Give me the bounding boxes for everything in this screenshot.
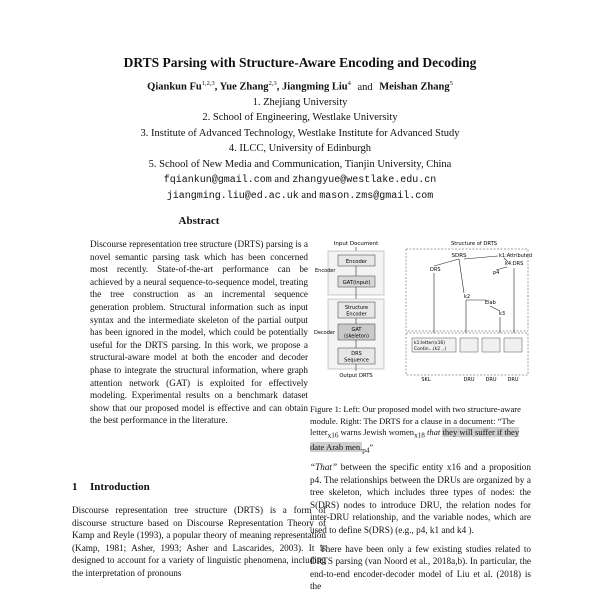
fig-structure-text-1: Structure <box>344 305 369 311</box>
email-line <box>0 172 600 188</box>
paragraph-italic: “That” <box>310 462 338 472</box>
author-name: Qiankun Fu <box>147 81 202 93</box>
fig-node-p4: p4 <box>493 270 500 276</box>
email-and: and <box>301 190 317 202</box>
affiliation-line: 5. School of New Media and Communication, Tianjin University, China <box>148 158 452 170</box>
fig-bottom-label: DRU <box>463 377 475 383</box>
abstract-text: Discourse representation tree structure (DRTS) parsing is a novel semantic parsing task which has been concerned most recently. State-of-the-art performance can be achieved by a neural sequence-to-sequence model, treating the tree construction as an incremental sequence generation problem. Structural information such as input syntax and the intermediate skeleton of the partial output has been ignored in the model, which could be potentially useful for the DRTS parsing. In this work, we propose a structural-aware model at both the encoder and decoder phase to integrate the structural information, where graph attention network (GAT) is exploited for effectively modeling. Experimental results on a benchmark dataset show that our proposed model is effective and can obtain the best performance in the literature. <box>90 239 308 426</box>
fig-node-k3: k3 <box>499 311 506 317</box>
caption-text: warns Jewish women <box>338 427 415 437</box>
fig-tree-edges <box>434 256 514 333</box>
fig-dru-line-2: Contin...(k2 ..) <box>414 347 447 352</box>
email-and: and <box>274 174 290 186</box>
affiliation-block <box>0 95 600 205</box>
author-name: Yue Zhang <box>219 81 269 93</box>
email-line <box>0 188 600 204</box>
author-list: Qiankun Fu$^{1,2,3}$, Yue Zhang$^{2,3}$, Jiangming Liu$^4$ and Meishan Zhang$^5$ <box>147 80 453 93</box>
figure-caption <box>310 404 530 457</box>
affiliation-line: 1. Zhejiang University <box>252 97 348 108</box>
fig-drs-sequence-text-2: Sequence <box>344 357 369 364</box>
right-column-text <box>310 461 531 599</box>
caption-highlight: they will suffer if they date Arab men. <box>310 427 520 453</box>
author-email[interactable]: zhangyue@westlake.edu.cn <box>292 175 437 187</box>
fig-right-title: Structure of DRTS <box>450 241 498 247</box>
caption-sub: p4 <box>362 446 370 455</box>
section-title: Introduction <box>90 481 150 493</box>
author-email[interactable]: mason.zms@gmail.com <box>319 191 434 203</box>
section-number: 1 <box>72 481 78 493</box>
section-heading <box>72 481 150 493</box>
fig-encoder-text: Encoder <box>345 259 368 265</box>
fig-node-k2: k2 <box>464 294 471 300</box>
fig-node-sdrs: SDRS <box>451 253 467 259</box>
fig-dru-line-1: k1:letter(x16) <box>414 341 446 346</box>
fig-bottom-label: DRU <box>485 377 497 383</box>
fig-gat-input-text: GAT(input) <box>342 280 371 286</box>
affiliation-line: 4. ILCC, University of Edinburgh <box>228 143 372 155</box>
fig-gat-skeleton-text-2: (skeleton) <box>344 333 369 340</box>
fig-bottom-label: DRU <box>507 377 519 383</box>
fig-input-label: Input Document <box>333 241 379 247</box>
affiliation-line: 3. Institute of Advanced Technology, Westlake Institute for Advanced Study <box>140 127 460 139</box>
fig-dru-box <box>482 338 500 352</box>
fig-decoder-side-label: Decoder <box>314 330 336 336</box>
caption-italic: that <box>424 427 441 437</box>
fig-bottom-label: SKL <box>421 377 431 383</box>
author-name: Jiangming Liu <box>281 81 348 93</box>
abstract-heading: Abstract <box>178 215 220 227</box>
fig-dru-box <box>460 338 478 352</box>
fig-node-drs: DRS <box>430 267 441 273</box>
author-affil-sup: 2,3 <box>268 80 277 87</box>
fig-drs-sequence-text-1: DRS <box>351 351 362 357</box>
caption-text: ” <box>369 442 374 453</box>
fig-node-elab: Elab <box>485 300 496 306</box>
author-email[interactable]: jiangming.liu@ed.ac.uk <box>166 191 299 203</box>
fig-gat-skeleton-text-1: GAT <box>351 327 362 333</box>
author-affil-sup: 4 <box>347 80 351 87</box>
fig-dru-box <box>504 338 522 352</box>
paragraph <box>310 461 531 537</box>
author-name: Meishan Zhang <box>379 81 450 93</box>
author-and: and <box>357 81 373 93</box>
fig-output-label: Output DRTS <box>339 373 373 379</box>
fig-structure-text-2: Encoder <box>346 311 367 318</box>
fig-node-k4: k4:DRS <box>505 261 524 267</box>
caption-sub: x18 <box>414 431 425 440</box>
fig-encoder-side-label: Encoder <box>315 268 336 274</box>
intro-text: Discourse representation tree structure (DRTS) is a form of discourse structure based on Discourse Representation Theory of Kamp and Reyle (1993), a popular theory of meaning representation (Kamp, 1981; Asher, 1993; Asher and Lascarides, 2003). It is designed to account for a variety of linguistic phenomena, including the interpretation of pronouns <box>72 505 326 578</box>
caption-text: Figure 1: Left: Our proposed model with two structure-aware module. Right: The DRTS for a clause in a document: “The letter <box>310 404 521 437</box>
author-affil-sup: 5 <box>449 80 453 87</box>
paragraph: There have been only a few existing studies related to DRTS parsing (van Noord et al., 2018a,b). In particular, the end-to-end encoder-decoder model of Liu et al. (2018) is the <box>310 543 531 592</box>
paper-title: DRTS Parsing with Structure-Aware Encoding and Decoding <box>123 55 477 70</box>
caption-sub: x16 <box>327 431 339 440</box>
author-email[interactable]: fqiankun@gmail.com <box>163 175 272 187</box>
fig-node-k1: k1:Attributed <box>499 253 533 259</box>
figure-1 <box>314 238 534 396</box>
affiliation-line: 2. School of Engineering, Westlake University <box>202 112 398 124</box>
paragraph-text: between the specific entity x16 and a proposition p4. The relationships between the DRUs are organized by a tree skeleton, which includes three types of nodes: the S(DRS) nodes to introduce DRU, the relation nodes for inter-DRU relationship, and the variable nodes, which are used to define S(DRS) (e.g., p4, k1 and k4 ). <box>310 462 531 535</box>
author-affil-sup: 1,2,3 <box>201 80 215 87</box>
